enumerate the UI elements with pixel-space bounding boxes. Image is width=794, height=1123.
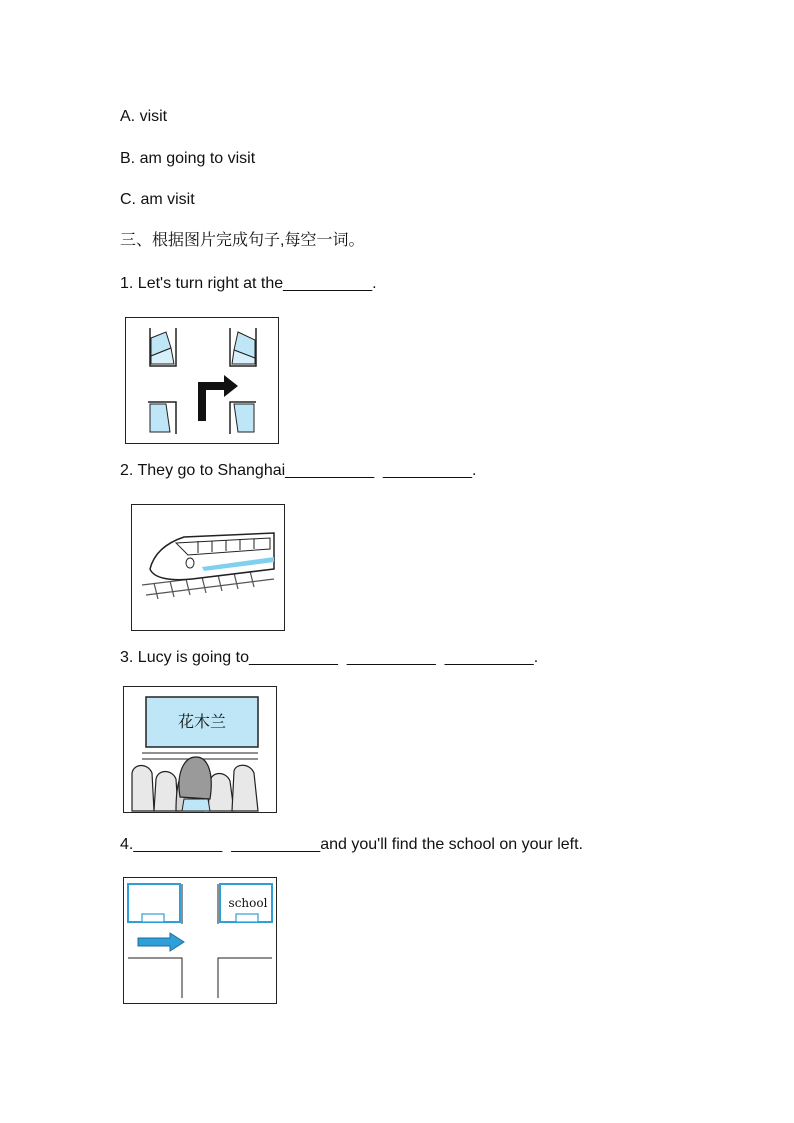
section-heading: 三、根据图片完成句子,每空一词。 bbox=[120, 232, 365, 249]
option-c: C. am visit bbox=[120, 191, 195, 208]
school-map-image bbox=[123, 877, 277, 1004]
cinema-image bbox=[123, 686, 277, 813]
question-1: 1. Let's turn right at the__________. bbox=[120, 275, 377, 292]
option-b: B. am going to visit bbox=[120, 150, 256, 167]
question-2: 2. They go to Shanghai__________ __________. bbox=[120, 462, 477, 479]
question-3: 3. Lucy is going to__________ __________ __________. bbox=[120, 649, 539, 666]
crossing-turn-right-image bbox=[125, 317, 279, 444]
option-a: A. visit bbox=[120, 108, 168, 125]
train-image bbox=[131, 504, 285, 631]
school-sign-text: school bbox=[228, 896, 268, 910]
cinema-sign-text: 花木兰 bbox=[177, 712, 227, 731]
question-4: 4.__________ __________and you'll find the school on your left. bbox=[120, 836, 583, 853]
